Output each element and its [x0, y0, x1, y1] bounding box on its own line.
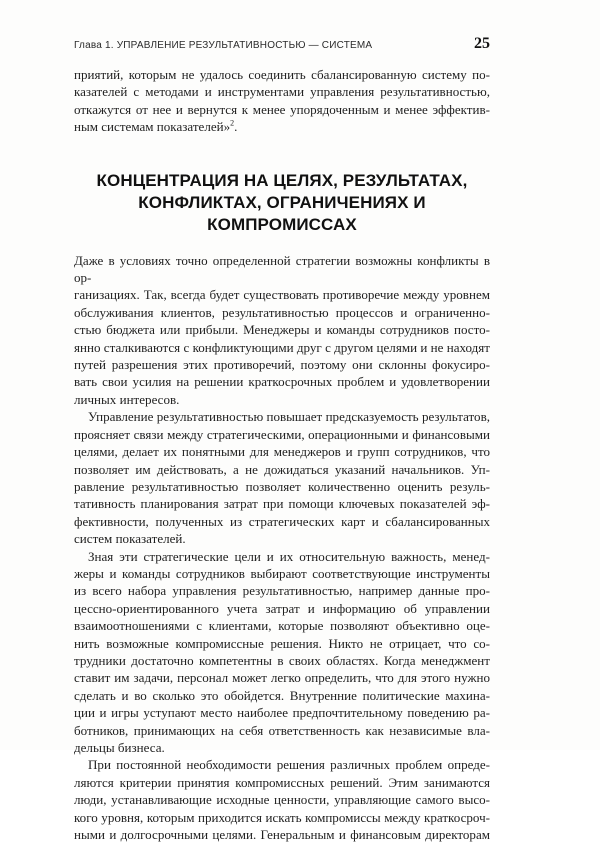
text-line: люди, устанавливающие исходные ценности, управляющие самого высо- [74, 792, 490, 808]
text-line: взаимоотношениями с клиентами, которые позволяют объективно оце- [74, 618, 490, 634]
text-line: сделать и во сколько это обойдется. Внутренние политические махина- [74, 687, 490, 703]
text-line [74, 118, 490, 135]
intro-paragraph [74, 66, 490, 136]
body-paragraph [74, 252, 490, 409]
text-line: жеры и команды сотрудников выбирают соответствующие инструменты [74, 565, 490, 581]
text-line: равление результативностью позволяет количественно оценить резуль- [74, 478, 490, 494]
text-line: кого уровня, которым приходится искать компромиссы между краткосроч- [74, 809, 490, 825]
text-line: ляются критерии принятия компромиссных решений. Этим занимаются [74, 774, 490, 790]
page-header [74, 35, 490, 53]
text-line-content: ным системам показателей» [74, 119, 231, 135]
text-line: ции и игры уступают место наиболее предпочтительному поведению ра- [74, 705, 490, 721]
text-line: откажутся от нее и вернутся к менее упорядоченным и менее эффектив- [74, 101, 490, 117]
text-line: ботников, принимающих на себя ответственность как независимые вла- [74, 722, 490, 738]
body-paragraph [74, 548, 490, 757]
text-line: казателей с методами и инструментами управления результативностью, [74, 84, 490, 100]
text-line: Зная эти стратегические цели и их относительную важность, менед- [88, 548, 490, 564]
text-line: тативность планирования затрат при помощи ключевых показателей эф- [74, 496, 490, 512]
text-line: Управление результативностью повышает предсказуемость результатов, [88, 409, 490, 425]
text-line: ставит им задачи, персонал может легко определить, что для этого нужно [74, 670, 490, 686]
section-heading [74, 170, 490, 236]
page-number: 25 [474, 35, 490, 52]
text-line: приятий, которым не удалось соединить сбалансированную систему по- [74, 67, 490, 82]
text-line: проясняет связи между стратегическими, операционными и финансовыми [74, 426, 490, 442]
text-line: путей разрешения этих противоречий, поэтому они склонны фокусиро- [74, 357, 490, 373]
text-line: обслуживания клиентов, результативностью процессов и ограниченно- [74, 304, 490, 320]
text-line: Даже в условиях точно определенной стратегии возможны конфликты в ор- [74, 252, 490, 286]
text-line: цессно-ориентированного учета затрат и информацию об управлении [74, 600, 490, 616]
footnote-ref: 2 [230, 118, 235, 128]
text-line: целями, делает их понятными для менеджеров и групп сотрудников, что [74, 444, 490, 460]
text-line: янно сталкиваются с конфликтующими друг с другом целями и не находят [74, 339, 490, 355]
text-line: позволяет им действовать, а не дожидаться указаний начальников. Уп- [74, 461, 490, 477]
text-line: нить возможные компромиссные решения. Никто не отрицает, что со- [74, 635, 490, 651]
body-paragraph [74, 756, 490, 843]
text-line: дельцы бизнеса. [74, 740, 165, 755]
sentence-end: . [234, 119, 238, 135]
text-line: вать свои усилия на решении краткосрочных проблем и удовлетворении [74, 374, 490, 390]
running-head: Глава 1. УПРАВЛЕНИЕ РЕЗУЛЬТАТИВНОСТЬЮ — СИСТЕМА [74, 40, 373, 51]
text-line: При постоянной необходимости решения различных проблем опреде- [88, 757, 490, 773]
text-line: ганизациях. Так, всегда будет существовать противоречие между уровнем [74, 287, 490, 303]
text-line: фективности, полученных из стратегических карт и сбалансированных [74, 513, 490, 529]
text-line: личных интересов. [74, 391, 180, 407]
section-heading-line: КОНФЛИКТАХ, ОГРАНИЧЕНИЯХ И КОМПРОМИССАХ [138, 192, 426, 234]
text-line: ными и долгосрочными целями. Генеральным и финансовым директорам [74, 827, 490, 843]
body-paragraph [74, 408, 490, 547]
section-heading-line: КОНЦЕНТРАЦИЯ НА ЦЕЛЯХ, РЕЗУЛЬТАТАХ, [96, 170, 468, 190]
text-line: из всего набора управления результативностью, например данные про- [74, 583, 490, 599]
text-line: систем показателей. [74, 531, 186, 547]
text-line: стью бюджета или прибыли. Менеджеры и команды сотрудников посто- [74, 322, 490, 338]
text-line: трудники достаточно компетентны в своих областях. Когда менеджмент [74, 652, 490, 668]
page-content [74, 66, 490, 843]
